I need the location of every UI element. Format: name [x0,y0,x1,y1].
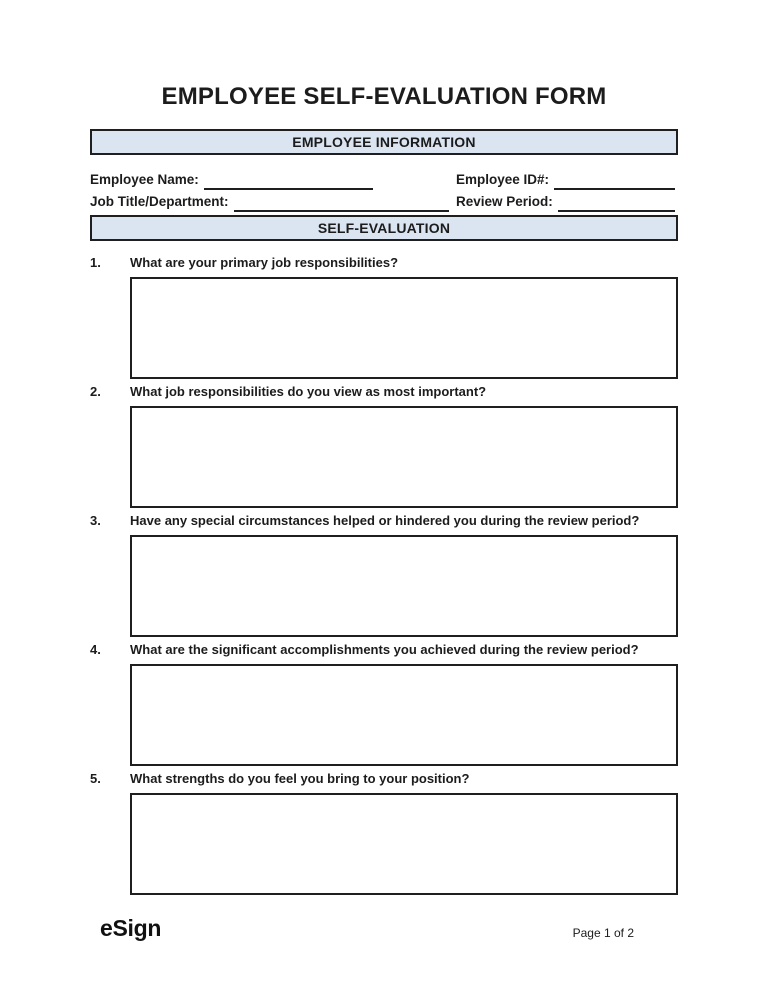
question-1 [90,256,678,379]
question-5-text: What strengths do you feel you bring to your position? [130,771,470,786]
page-footer [90,916,678,940]
employee-name-label: Employee Name: [90,172,199,187]
question-1-text: What are your primary job responsibilities? [130,255,399,270]
question-3 [90,514,678,637]
employee-id-label: Employee ID#: [456,172,550,187]
question-5-row [90,772,678,786]
question-3-number: 3. [90,513,101,528]
job-title-department-input[interactable] [234,196,449,212]
answer-box-1[interactable] [130,277,678,379]
question-1-number: 1. [90,255,101,270]
job-title-department-field [90,193,456,211]
self-evaluation-header-label: SELF-EVALUATION [317,220,451,236]
answer-box-5[interactable] [130,793,678,895]
employee-name-input[interactable] [204,174,373,190]
question-2 [90,385,678,508]
field-row-2 [90,193,678,211]
answer-box-3[interactable] [130,535,678,637]
question-5-number: 5. [90,771,101,786]
question-2-row [90,385,678,399]
question-list [90,256,678,895]
question-1-row [90,256,678,270]
self-evaluation-header [90,215,678,241]
page-indicator: Page 1 of 2 [572,926,634,940]
employee-information-fields [90,171,678,211]
employee-information-header-label: EMPLOYEE INFORMATION [292,134,476,150]
job-title-department-label: Job Title/Department: [90,194,229,209]
field-row-1 [90,171,678,189]
question-3-text: Have any special circumstances helped or hindered you during the review period? [130,513,640,528]
question-5 [90,772,678,895]
question-2-text: What job responsibilities do you view as most important? [130,384,487,399]
answer-box-4[interactable] [130,664,678,766]
review-period-input[interactable] [558,196,675,212]
employee-information-header [90,129,678,155]
question-4-number: 4. [90,642,101,657]
form-title: EMPLOYEE SELF-EVALUATION FORM [161,83,607,110]
answer-box-2[interactable] [130,406,678,508]
employee-id-field [456,171,678,189]
esign-logo: eSign [100,915,162,941]
question-3-row [90,514,678,528]
question-4-text: What are the significant accomplishments you achieved during the review period? [130,642,639,657]
question-4-row [90,643,678,657]
review-period-field [456,193,678,211]
question-2-number: 2. [90,384,101,399]
employee-id-input[interactable] [554,174,675,190]
employee-name-field [90,171,456,189]
review-period-label: Review Period: [456,194,553,209]
question-4 [90,643,678,766]
